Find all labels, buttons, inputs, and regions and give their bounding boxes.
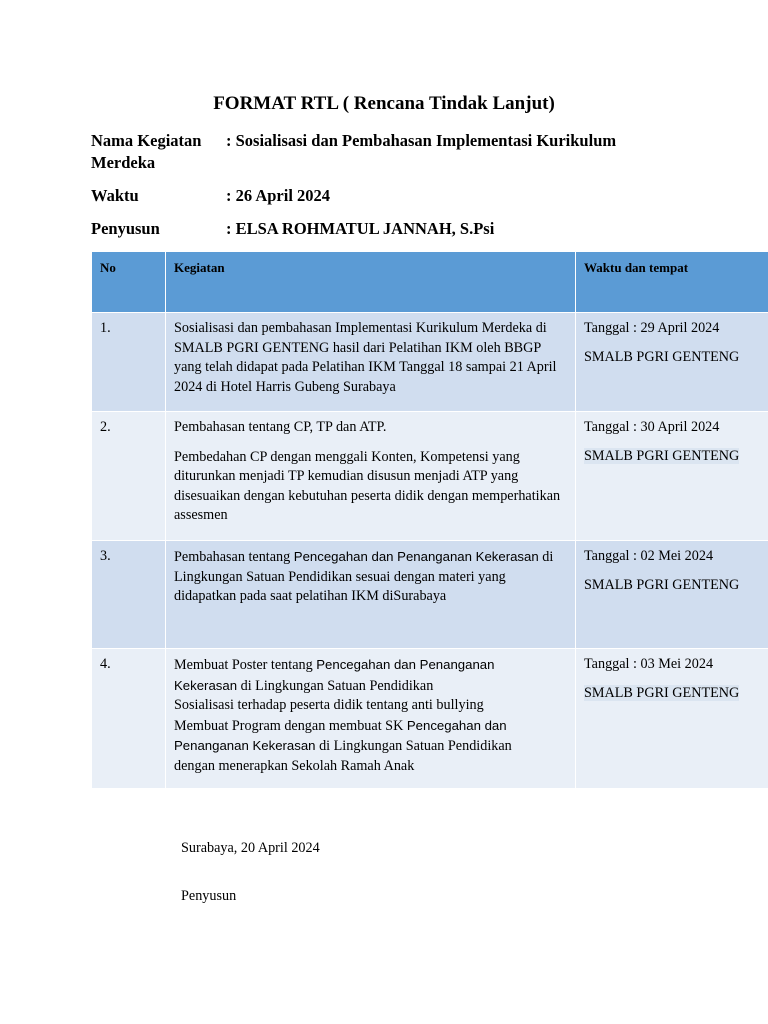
row-kegiatan-text: di Lingkungan Satuan Pendidikan <box>237 677 434 694</box>
table-row <box>92 541 768 649</box>
row-tempat: SMALB PGRI GENTENG <box>584 684 740 701</box>
row-tempat: SMALB PGRI GENTENG <box>584 447 740 464</box>
footer-signer-label: Penyusun <box>181 888 237 904</box>
header-no: No <box>92 252 166 313</box>
nama-kegiatan-value-continued: Merdeka <box>91 153 156 172</box>
row-number: 2. <box>92 412 166 541</box>
row-tanggal: Tanggal : 03 Mei 2024 <box>584 656 714 672</box>
footer-place-date: Surabaya, 20 April 2024 <box>181 840 320 856</box>
meta-waktu <box>91 185 691 207</box>
table-row <box>92 313 768 412</box>
table-row <box>92 412 768 541</box>
row-kegiatan <box>166 412 576 541</box>
row-kegiatan-topic: Pencegahan dan Penanganan <box>316 657 495 672</box>
row-number: 3. <box>92 541 166 649</box>
row-kegiatan-text: dengan menerapkan Sekolah Ramah Anak <box>174 757 415 774</box>
row-kegiatan-text: Pembahasan tentang <box>174 549 294 565</box>
row-waktu-tempat <box>576 649 768 789</box>
row-tempat: SMALB PGRI GENTENG <box>584 576 740 593</box>
row-waktu-tempat <box>576 313 768 412</box>
table-header-row <box>92 252 768 313</box>
meta-penyusun <box>91 218 691 240</box>
nama-kegiatan-label: Nama Kegiatan <box>91 131 202 150</box>
row-kegiatan-paragraph: Pembedahan CP dengan menggali Konten, Kompetensi yang diturunkan menjadi TP kemudian disusun menjadi ATP yang disesuaikan dengan kebutuhan peserta didik dengan memperhatikan assesmen <box>174 448 561 523</box>
row-kegiatan-text: Membuat Program dengan membuat SK <box>174 717 407 734</box>
row-tempat: SMALB PGRI GENTENG <box>584 348 740 365</box>
row-kegiatan-text: Sosialisasi terhadap peserta didik tentang anti bullying <box>174 697 484 713</box>
row-number: 4. <box>92 649 166 789</box>
row-kegiatan-text: Membuat Poster tentang <box>174 657 317 673</box>
penyusun-value: : ELSA ROHMATUL JANNAH, S.Psi <box>226 219 495 238</box>
row-kegiatan-topic: Penanganan Kekerasan <box>174 738 316 753</box>
row-kegiatan-topic: Kekerasan <box>174 677 238 693</box>
header-kegiatan: Kegiatan <box>166 252 576 313</box>
row-number: 1. <box>92 313 166 412</box>
row-kegiatan-topic: Pencegahan dan <box>406 717 507 733</box>
row-kegiatan <box>166 541 576 649</box>
table-row <box>92 649 768 789</box>
nama-kegiatan-value: : Sosialisasi dan Pembahasan Implementasi Kurikulum <box>226 131 617 150</box>
row-tanggal: Tanggal : 29 April 2024 <box>584 320 720 336</box>
row-waktu-tempat <box>576 541 768 649</box>
meta-nama-kegiatan <box>91 130 691 174</box>
row-kegiatan <box>166 649 576 789</box>
waktu-value: : 26 April 2024 <box>226 186 331 205</box>
rtl-table <box>91 251 768 789</box>
header-waktu-tempat: Waktu dan tempat <box>576 252 768 313</box>
penyusun-label: Penyusun <box>91 219 160 238</box>
row-kegiatan-text: di Lingkungan Satuan Pendidikan sesuai dengan materi yang didapatkan pada saat pelatihan IKM diSurabaya <box>174 549 554 604</box>
row-kegiatan-topic: Pencegahan dan Penanganan Kekerasan <box>293 549 539 564</box>
row-kegiatan-text: di Lingkungan Satuan Pendidikan <box>315 738 512 754</box>
row-tanggal: Tanggal : 02 Mei 2024 <box>584 548 714 564</box>
row-waktu-tempat <box>576 412 768 541</box>
document-title: FORMAT RTL ( Rencana Tindak Lanjut) <box>213 93 555 114</box>
row-kegiatan: Sosialisasi dan pembahasan Implementasi Kurikulum Merdeka di SMALB PGRI GENTENG hasil dari Pelatihan IKM oleh BBGP yang telah didapat pada Pelatihan IKM Tanggal 18 sampai 21 April 2024 di Hotel Harris Gubeng Surabaya <box>166 313 576 412</box>
waktu-label: Waktu <box>91 186 139 205</box>
row-kegiatan-paragraph: Pembahasan tentang CP, TP dan ATP. <box>174 419 387 435</box>
row-tanggal: Tanggal : 30 April 2024 <box>584 419 720 435</box>
